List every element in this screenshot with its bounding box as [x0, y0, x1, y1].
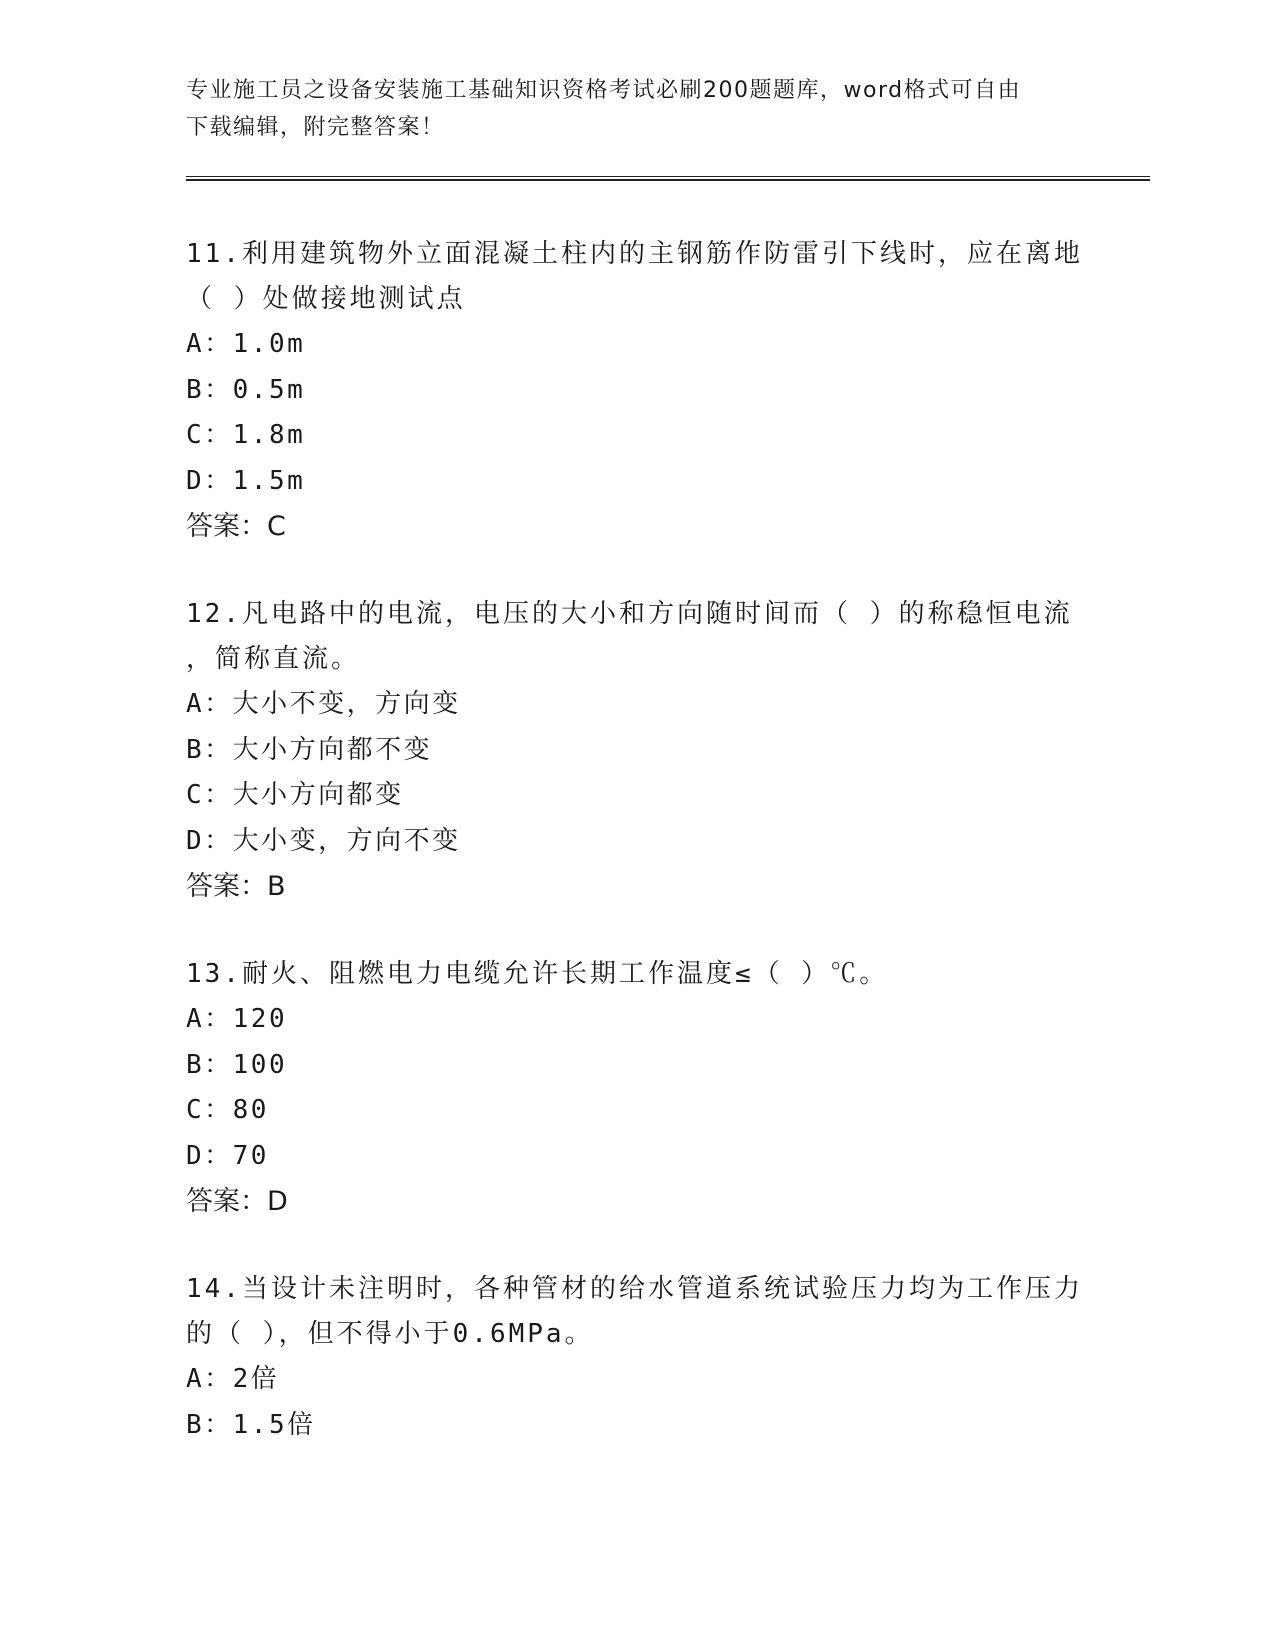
option-b: B：大小方向都不变: [186, 734, 433, 765]
option-a: A：2倍: [186, 1364, 280, 1394]
answer: 答案：B: [186, 871, 286, 902]
option-a: A：1.0m: [186, 329, 306, 359]
option-c: C：1.8m: [186, 420, 306, 450]
header-line-2: 下载编辑，附完整答案！: [186, 115, 445, 140]
question-11: [186, 232, 1086, 550]
option-d: D：大小变，方向不变: [186, 825, 461, 856]
option-a: A：120: [186, 1004, 288, 1034]
option-a: A：大小不变，方向变: [186, 689, 461, 719]
question-stem-line: 11.利用建筑物外立面混凝土柱内的主钢筋作防雷引下线时，应在离地: [186, 239, 1083, 269]
question-12: [186, 592, 1086, 910]
option-d: D：70: [186, 1140, 269, 1171]
question-stem-line: 的（ ），但不得小于0.6MPa。: [186, 1319, 594, 1349]
option-b: B：100: [186, 1049, 288, 1080]
answer: 答案：C: [186, 511, 286, 542]
option-b: B：1.5倍: [186, 1409, 316, 1440]
question-list: [186, 232, 1086, 1490]
header-divider: [186, 176, 1150, 181]
question-13: [186, 952, 1086, 1225]
question-stem-line: 13.耐火、阻燃电力电缆允许长期工作温度≤（ ）℃。: [186, 959, 889, 989]
answer: 答案：D: [186, 1186, 288, 1217]
option-d: D：1.5m: [186, 465, 306, 496]
page-header: [186, 72, 1086, 146]
question-14: [186, 1267, 1086, 1448]
question-stem-line: 12.凡电路中的电流，电压的大小和方向随时间而（ ）的称稳恒电流: [186, 599, 1073, 629]
header-line-1: 专业施工员之设备安装施工基础知识资格考试必刷200题题库，word格式可自由: [186, 78, 1022, 103]
option-b: B：0.5m: [186, 374, 306, 405]
option-c: C：大小方向都变: [186, 780, 404, 810]
option-c: C：80: [186, 1095, 269, 1125]
question-stem-line: （ ）处做接地测试点: [186, 284, 466, 314]
question-stem-line: 14.当设计未注明时，各种管材的给水管道系统试验压力均为工作压力: [186, 1274, 1083, 1304]
question-stem-line: ，简称直流。: [186, 644, 361, 674]
